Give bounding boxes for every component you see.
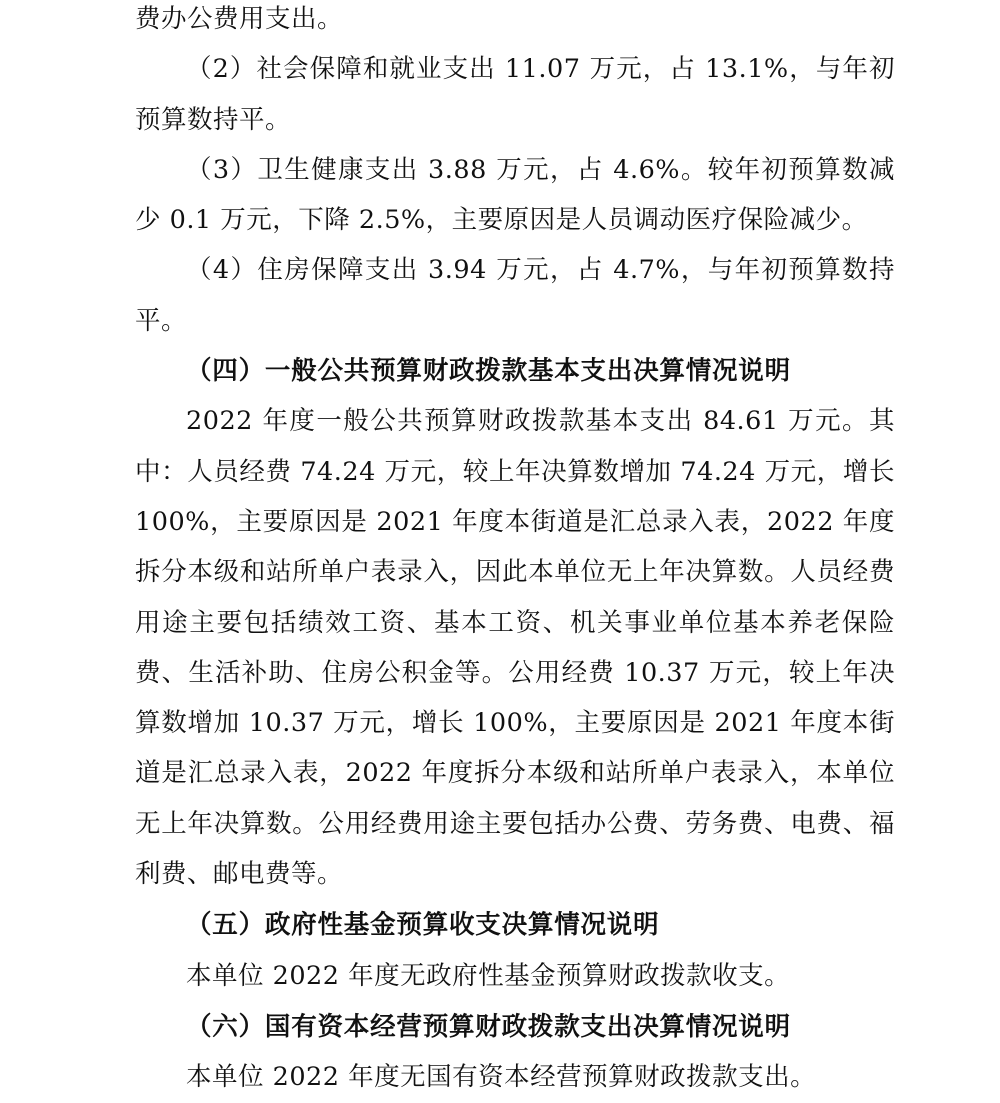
document-page xyxy=(135,0,895,1103)
paragraph-government-fund: 本单位 2022 年度无政府性基金预算财政拨款收支。 xyxy=(186,960,791,991)
paragraph-continuation: 费办公费用支出。 xyxy=(135,4,344,34)
heading-government-fund: （五）政府性基金预算收支决算情况说明 xyxy=(186,910,660,941)
heading-basic-expenditure: （四）一般公共预算财政拨款基本支出决算情况说明 xyxy=(186,356,791,387)
paragraph-social-security: （2）社会保障和就业支出 11.07 万元，占 13.1%，与年初预算数持平。 xyxy=(135,54,895,135)
paragraph-health: （3）卫生健康支出 3.88 万元，占 4.6%。较年初预算数减少 0.1 万元，下降 2.5%，主要原因是人员调动医疗保险减少。 xyxy=(135,154,895,236)
heading-state-capital: （六）国有资本经营预算财政拨款支出决算情况说明 xyxy=(186,1011,791,1042)
paragraph-housing: （4）住房保障支出 3.94 万元，占 4.7%，与年初预算数持平。 xyxy=(135,255,895,336)
paragraph-basic-expenditure: 2022 年度一般公共预算财政拨款基本支出 84.61 万元。其中：人员经费 74.24 万元，较上年决算数增加 74.24 万元，增长 100%，主要原因是 2021 年度本街道是汇总录入表，2022 年度拆分本级和站所单户表录入，因此本单位无上年决算数。人员经费用途主要包括绩效工资、基本工资、机关事业单位基本养老保险费、生活补助、住房公积金等。公用经费 10.37 万元，较上年决算数增加 10.37 万元，增长 100%，主要原因是 2021 年度本街道是汇总录入表，2022 年度拆分本级和站所单户表录入，本单位无上年决算数。公用经费用途主要包括办公费、劳务费、电费、福利费、邮电费等。 xyxy=(135,406,895,890)
paragraph-state-capital: 本单位 2022 年度无国有资本经营预算财政拨款支出。 xyxy=(186,1062,817,1093)
